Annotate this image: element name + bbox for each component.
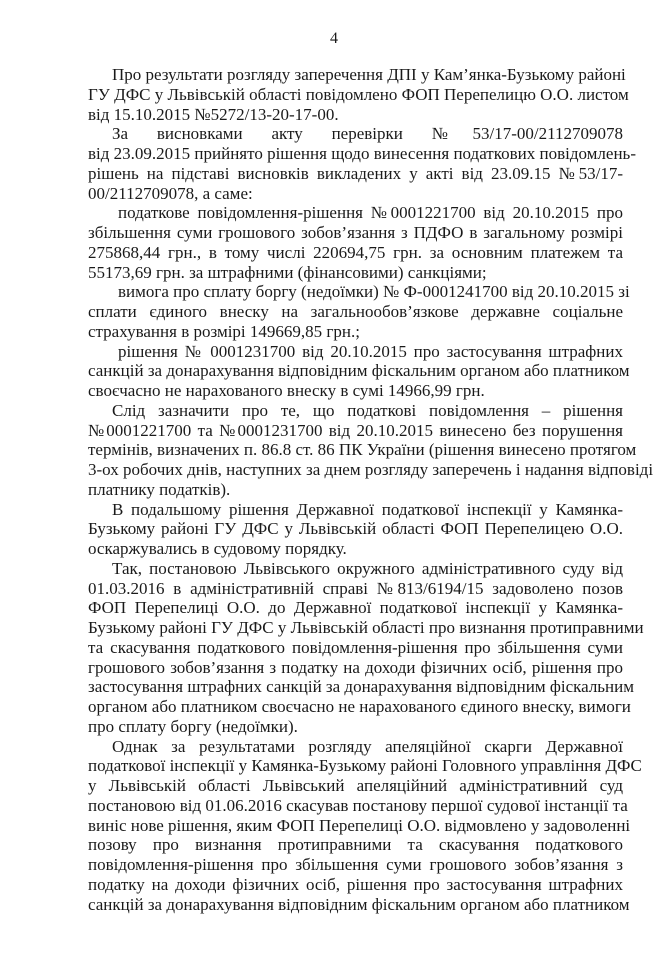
text-line: застосування штрафних санкцій за донарахування відповідним фіскальним bbox=[88, 677, 635, 697]
paragraph bbox=[88, 500, 623, 559]
text-line: у Львівській області Львівський апеляційний адміністративний суд bbox=[88, 776, 623, 795]
text-line: вимога про сплату боргу (недоїмки) № Ф-0001241700 від 20.10.2015 зі bbox=[118, 282, 630, 302]
text-line: ФОП Перепелиці О.О. до Державної податкової інспекції у Камянка- bbox=[88, 598, 623, 618]
paragraph bbox=[88, 341, 630, 401]
text-line: податкове повідомлення-рішення №0001221700 від 20.10.2015 про bbox=[118, 203, 623, 223]
text-line: Бузькому районі ГУ ДФС у Львівській області ФОП Перепелицею О.О. bbox=[88, 519, 623, 539]
paragraph bbox=[88, 558, 644, 737]
text-line: рішень на підставі висновків викладених у акті від 23.09.15 №53/17- bbox=[88, 163, 623, 183]
paragraph bbox=[88, 736, 642, 915]
text-line: Про результати розгляду заперечення ДПІ у Кам’янка-Бузькому районі bbox=[112, 65, 626, 84]
text-line: страхування в розмірі 149669,85 грн.; bbox=[88, 321, 360, 341]
text-line: Слід зазначити про те, що податкові повідомлення – рішення bbox=[112, 400, 623, 420]
text-line: податку на доходи фізичних осіб, рішення про застосування штрафних bbox=[88, 874, 623, 894]
text-line: 275868,44 грн., в тому числі 220694,75 грн. за основним платежем та bbox=[88, 242, 623, 262]
document-body bbox=[88, 65, 654, 914]
text-line: санкцій за донарахування відповідним фіскальним органом або платником bbox=[88, 894, 630, 914]
paragraph bbox=[88, 400, 654, 500]
text-line: платнику податків). bbox=[88, 479, 231, 499]
paragraph bbox=[88, 65, 629, 124]
text-line: позову про визнання протиправними та скасування податкового bbox=[88, 835, 623, 855]
text-line: рішення № 0001231700 від 20.10.2015 про застосування штрафних bbox=[118, 341, 623, 361]
text-line: про сплату боргу (недоїмки). bbox=[88, 716, 298, 736]
text-line: 00/2112709078, а саме: bbox=[88, 183, 253, 203]
text-line: виніс нове рішення, яким ФОП Перепелиці О.О. відмовлено у задоволенні bbox=[88, 815, 631, 835]
text-line: грошового зобов’язання з податку на доходи фізичних осіб, рішення про bbox=[88, 657, 623, 677]
text-line: органом або платником своєчасно не нарахованого єдиного внеску, вимоги bbox=[88, 697, 631, 716]
text-line: ГУ ДФС у Львівській області повідомлено ФОП Перепелицю О.О. листом bbox=[88, 84, 629, 104]
paragraph bbox=[88, 282, 630, 341]
text-line: постановою від 01.06.2016 скасував постанову першої судової інстанції та bbox=[88, 795, 628, 815]
text-line: №0001221700 та №0001231700 від 20.10.2015 винесено без порушення bbox=[88, 420, 623, 440]
text-line: сплати єдиного внеску на загальнообов’язкове державне соціальне bbox=[88, 302, 623, 321]
paragraph bbox=[88, 203, 623, 282]
text-line: 3-ох робочих днів, наступних за днем розгляду заперечень і надання відповіді bbox=[88, 460, 654, 479]
text-line: та скасування податкового повідомлення-рішення про збільшення суми bbox=[88, 637, 623, 657]
text-line: Так, постановою Львівського окружного адміністративного суду від bbox=[112, 558, 623, 578]
text-line: від 15.10.2015 №5272/13-20-17-00. bbox=[88, 104, 339, 124]
text-line: санкцій за донарахування відповідним фіскальним органом або платником bbox=[88, 361, 630, 381]
text-line: повідомлення-рішення про збільшення суми грошового зобов’язання з bbox=[88, 855, 623, 874]
text-line: 55173,69 грн. за штрафними (фінансовими) санкціями; bbox=[88, 262, 487, 282]
text-line: В подальшому рішення Державної податкової інспекції у Камянка- bbox=[112, 499, 623, 519]
text-line: За висновками акту перевірки №53/17-00/2112709078 bbox=[112, 124, 623, 144]
text-line: 01.03.2016 в адміністративній справі №813/6194/15 задоволено позов bbox=[88, 578, 623, 598]
text-line: від 23.09.2015 прийнято рішення щодо винесення податкових повідомлень- bbox=[88, 144, 636, 163]
text-line: збільшення суми грошового зобов’язання з ПДФО в загальному розмірі bbox=[88, 223, 623, 242]
text-line: оскаржувались в судовому порядку. bbox=[88, 539, 347, 558]
text-line: своєчасно не нарахованого внеску в сумі 14966,99 грн. bbox=[88, 381, 485, 400]
text-line: Однак за результатами розгляду апеляційної скарги Державної bbox=[112, 736, 623, 756]
page-number: 4 bbox=[330, 30, 338, 47]
text-line: Бузькому районі ГУ ДФС у Львівській області про визнання протиправними bbox=[88, 618, 644, 637]
text-line: термінів, визначених п. 86.8 ст. 86 ПК України (рішення винесено протягом bbox=[88, 440, 637, 460]
text-line: податкової інспекції у Камянка-Бузькому районі Головного управління ДФС bbox=[88, 756, 642, 776]
paragraph bbox=[88, 124, 636, 203]
